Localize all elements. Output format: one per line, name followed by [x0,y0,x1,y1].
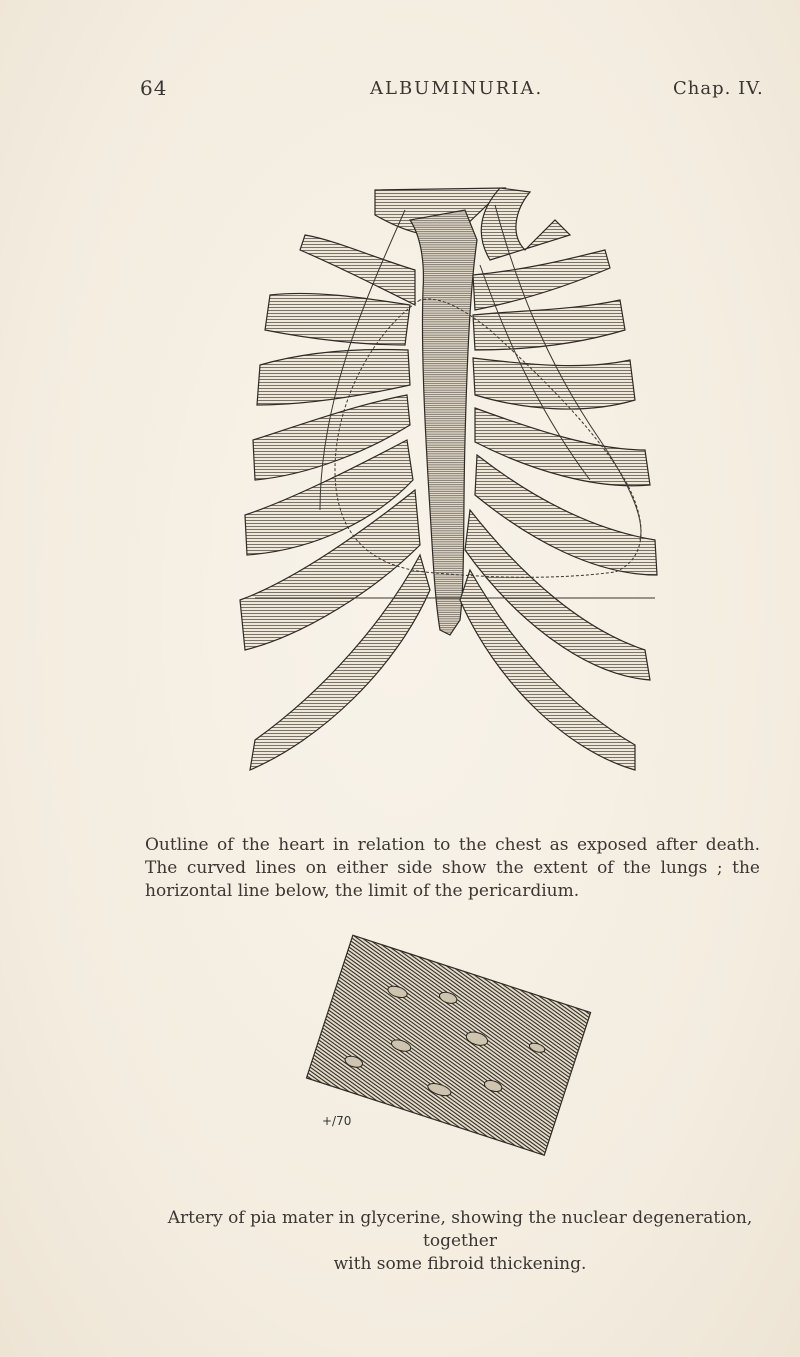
artery-micrograph-illustration [292,930,602,1175]
figure-1-caption: Outline of the heart in relation to the chest as exposed after death. The curved lines on either side show the extent of the lungs ; the horizontal line below, the limit of the pericardium. [145,835,760,901]
magnification-label: +/70 [322,1114,352,1128]
left-rib-2 [265,293,410,345]
right-clavicle [481,188,570,260]
chapter-label: Chap. IV. [673,78,764,99]
figure-2-caption-line1: Artery of pia mater in glycerine, showing the nuclear degeneration, together [167,1208,753,1251]
figure-2-caption-line2: with some fibroid thickening. [333,1254,587,1274]
page-number: 64 [140,76,168,100]
chest-heart-illustration [225,180,665,780]
running-title: ALBUMINURIA. [370,78,544,99]
running-head [0,76,800,106]
right-rib-3 [473,358,635,409]
figure-2-caption [140,1207,780,1276]
rib-cage [240,188,657,770]
left-rib-3 [257,350,410,405]
